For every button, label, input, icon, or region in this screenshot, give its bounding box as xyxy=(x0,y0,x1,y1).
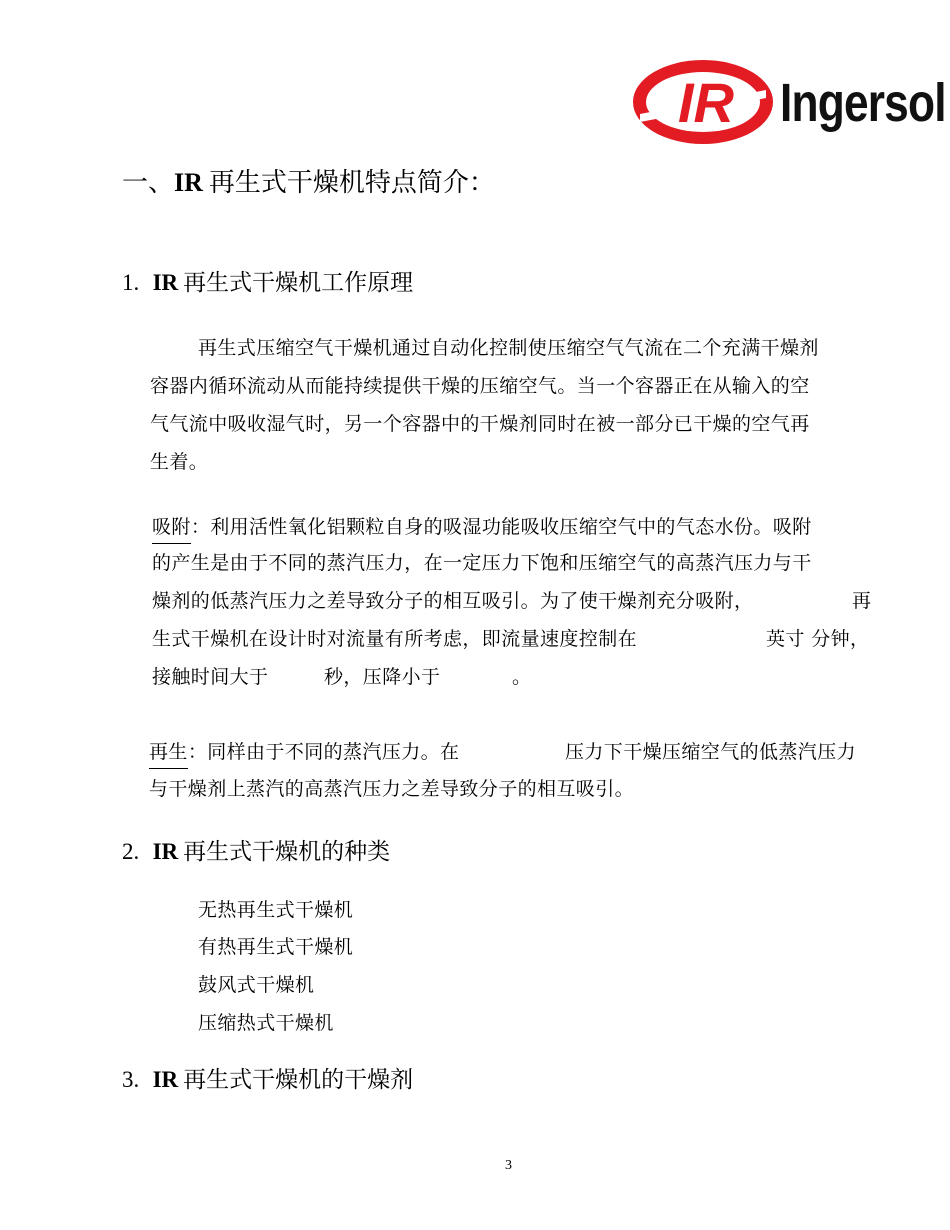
para1-line3: 气气流中吸收湿气时，另一个容器中的干燥剂同时在被一部分已干燥的空气再 xyxy=(150,413,810,435)
section-2-heading xyxy=(122,833,390,866)
adsorption-line4b: 英寸 分钟， xyxy=(766,628,870,650)
logo-wordmark: Ingersol xyxy=(780,73,946,133)
heading-prefix: 一、 xyxy=(122,168,175,198)
list-item: 压缩热式干燥机 xyxy=(198,1012,334,1034)
adsorption-term: 吸附 xyxy=(152,516,191,544)
adsorption-line3b: 再 xyxy=(852,590,872,612)
regeneration-line1 xyxy=(149,737,459,764)
adsorption-line1 xyxy=(152,512,812,539)
section-2-bold-ir: IR xyxy=(152,839,179,864)
adsorption-line1-text: ：利用活性氧化铝颗粒自身的吸湿功能吸收压缩空气中的气态水份。吸附 xyxy=(190,516,812,538)
list-item: 鼓风式干燥机 xyxy=(198,974,315,996)
section-3-bold-ir: IR xyxy=(152,1067,179,1092)
heading-bold-ir: IR xyxy=(174,168,203,197)
adsorption-line5a: 接触时间大于 xyxy=(152,666,269,688)
section-2-title: 再生式干燥机的种类 xyxy=(183,839,391,865)
ir-logo-icon xyxy=(628,52,778,152)
section-1-bold-ir: IR xyxy=(152,270,179,295)
section-3-heading xyxy=(122,1061,413,1094)
logo-mark-text: IR xyxy=(678,71,734,134)
ingersoll-rand-logo xyxy=(628,52,950,152)
page-number: 3 xyxy=(505,1158,512,1173)
adsorption-line4a: 生式干燥机在设计时对流量有所考虑，即流量速度控制在 xyxy=(152,628,638,650)
page-heading xyxy=(122,162,495,199)
adsorption-line5b: 秒，压降小于 xyxy=(324,666,441,688)
regeneration-term: 再生 xyxy=(149,741,188,769)
list-item: 有热再生式干燥机 xyxy=(198,936,354,958)
section-2-number: 2. xyxy=(122,839,140,864)
section-3-title: 再生式干燥机的干燥剂 xyxy=(183,1067,414,1093)
section-3-number: 3. xyxy=(122,1067,140,1092)
adsorption-line3a: 燥剂的低蒸汽压力之差导致分子的相互吸引。为了使干燥剂充分吸附， xyxy=(152,590,754,612)
regeneration-line1b: 压力下干燥压缩空气的低蒸汽压力 xyxy=(565,741,857,763)
para1-line2: 容器内循环流动从而能持续提供干燥的压缩空气。当一个容器正在从输入的空 xyxy=(150,375,810,397)
adsorption-line5c: 。 xyxy=(512,666,532,688)
section-1-title: 再生式干燥机工作原理 xyxy=(183,270,414,296)
regeneration-line1-text: ：同样由于不同的蒸汽压力。在 xyxy=(187,741,460,763)
section-1-number: 1. xyxy=(122,270,140,295)
heading-text: 再生式干燥机特点简介： xyxy=(208,168,495,198)
adsorption-line2: 的产生是由于不同的蒸汽压力，在一定压力下饱和压缩空气的高蒸汽压力与干 xyxy=(152,552,812,574)
section-1-heading xyxy=(122,264,413,297)
para1-line1: 再生式压缩空气干燥机通过自动化控制使压缩空气气流在二个充满干燥剂 xyxy=(198,337,819,359)
regeneration-line2: 与干燥剂上蒸汽的高蒸汽压力之差导致分子的相互吸引。 xyxy=(149,778,635,800)
list-item: 无热再生式干燥机 xyxy=(198,899,354,921)
para1-line4: 生着。 xyxy=(150,451,209,473)
